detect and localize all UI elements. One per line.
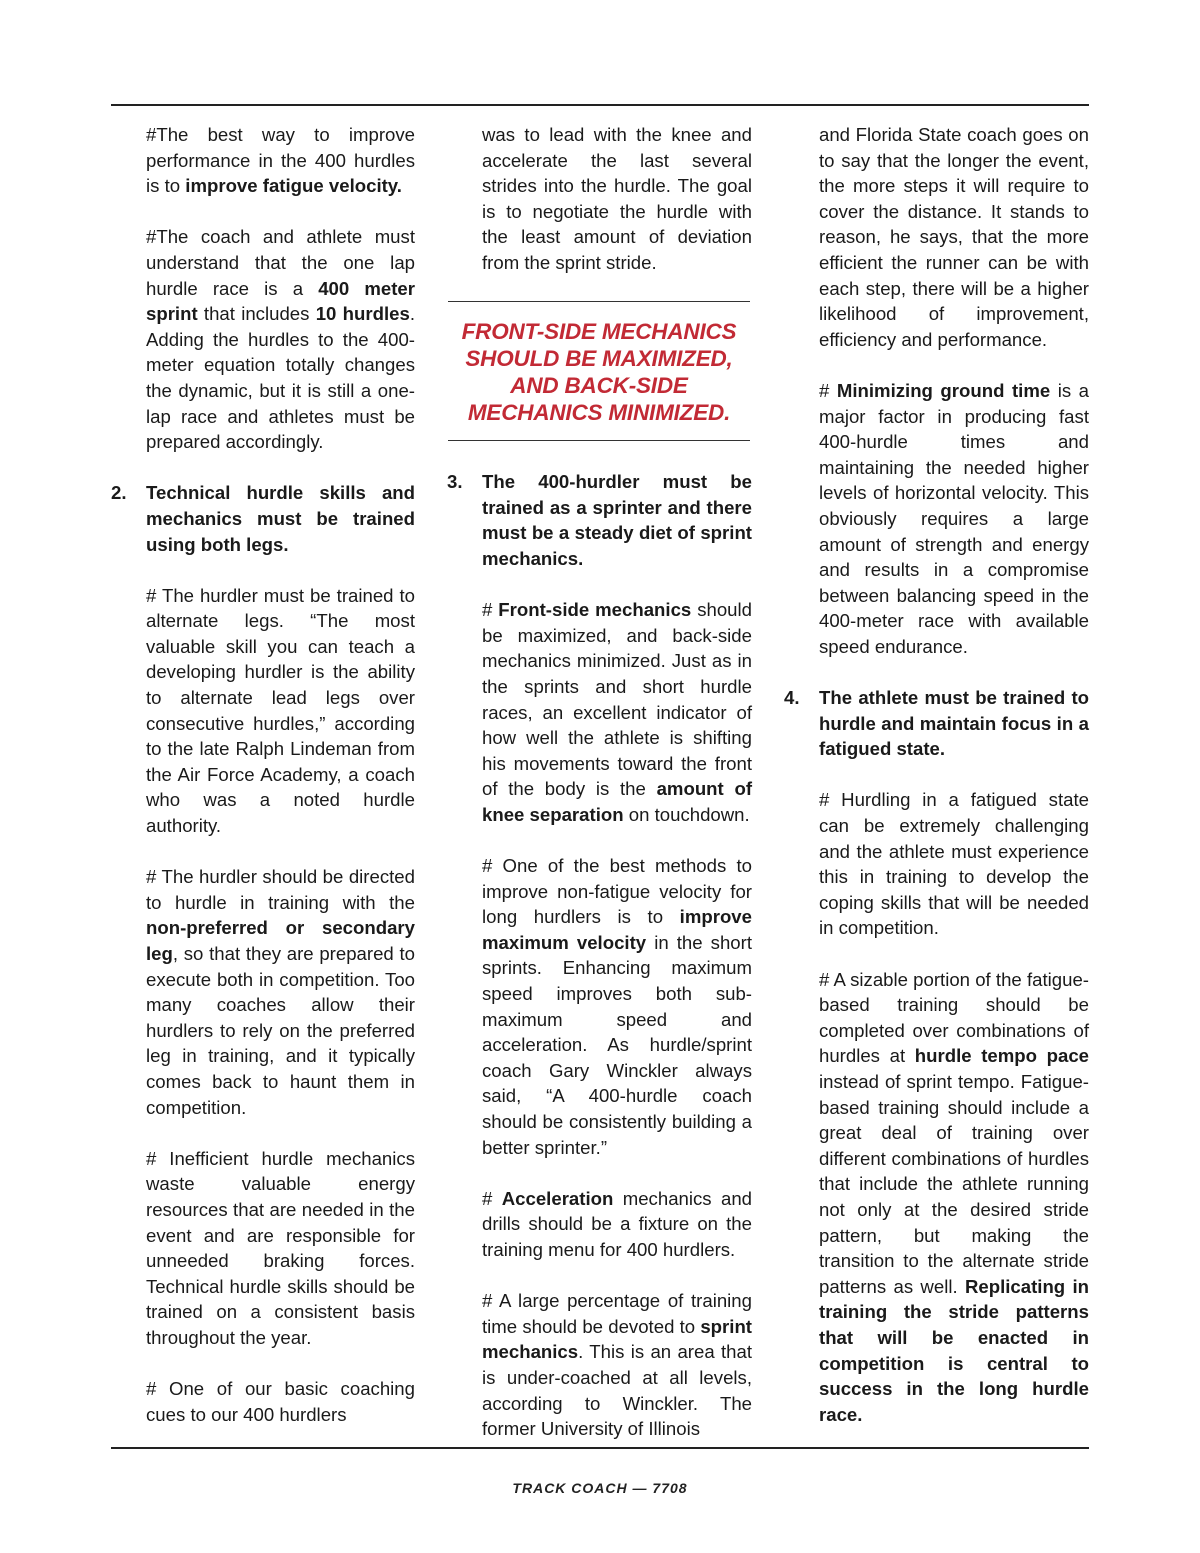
paragraph: was to lead with the knee and accelerate the last several strides into the hurdle. The goal is to negotiate the hurdle with the least amount of deviation from the sprint stride. [482, 124, 752, 273]
bottom-rule [111, 1447, 1089, 1449]
page-footer: TRACK COACH — 7708 [512, 1480, 688, 1496]
top-rule [111, 104, 1089, 106]
column-1 [111, 122, 416, 1427]
paragraph: # Minimizing ground time is a major factor in producing fast 400-hurdle times and maintaining the needed higher levels of horizontal velocity. This obviously requires a large amount of strength and energy and results in a compromise between balancing speed in the 400-meter race with available speed endurance. [819, 379, 1089, 657]
paragraph: # One of our basic coaching cues to our 400 hurdlers [146, 1378, 415, 1425]
section-heading-4: 4. The athlete must be trained to hurdle and maintain focus in a fatigued state. [784, 687, 1089, 760]
paragraph: # Front-side mechanics should be maximized, and back-side mechanics minimized. Just as in the sprints and short hurdle races, an excellent indicator of how well the athlete is shifting his movements toward the front of the body is the amount of knee separation on touchdown. [482, 599, 753, 825]
paragraph: # The hurdler should be directed to hurdle in training with the non-preferred or secondary leg, so that they are prepared to execute both in competition. Too many coaches allow their hurdlers to rely on the preferred leg in training, and it typically comes back to haunt them in competition. [146, 866, 415, 1118]
paragraph: # Acceleration mechanics and drills should be a fixture on the training menu for 400 hurdlers. [482, 1187, 752, 1260]
section-heading-2: 2. Technical hurdle skills and mechanics must be trained using both legs. [111, 482, 415, 555]
paragraph: #The best way to improve performance in the 400 hurdles is to improve fatigue velocity. [146, 124, 415, 197]
paragraph: # One of the best methods to improve non-fatigue velocity for long hurdlers is to improve maximum velocity in the short sprints. Enhancing maximum speed improves both sub-maximum speed and acceleration. As hurdle/sprint coach Gary Winckler always said, “A 400-hurdle coach should be consistently building a better sprinter.” [482, 855, 752, 1158]
paragraph: and Florida State coach goes on to say that the longer the event, the more steps it will require to cover the distance. It stands to reason, he says, that the more efficient the runner can be with each step, there will be a higher likelihood of improvement, efficiency and performance. [819, 124, 1089, 350]
paragraph: # Hurdling in a fatigued state can be extremely challenging and the athlete must experience this in training to develop the coping skills that will be needed in competition. [819, 789, 1089, 939]
paragraph: # A large percentage of training time should be devoted to sprint mechanics. This is an area that is under-coached at all levels, according to Winckler. The former University of Illinois [482, 1290, 752, 1440]
paragraph: #The coach and athlete must understand that the one lap hurdle race is a 400 meter sprint that includes 10 hurdles. Adding the hurdles to the 400-meter equation totally changes the dynamic, but it is still a one-lap race and athletes must be prepared accordingly. [146, 226, 416, 453]
paragraph: # The hurdler must be trained to alternate legs. “The most valuable skill you can teach a developing hurdler is the ability to alternate lead legs over consecutive hurdles,” according to the late Ralph Lindeman from the Air Force Academy, a coach who was a noted hurdle authority. [146, 584, 415, 837]
column-3 [784, 122, 1090, 1427]
paragraph: # A sizable portion of the fatigue-based training should be completed over combinations of hurdles at hurdle tempo pace instead of sprint tempo. Fatigue-based training should include a great deal of training over different combinations of hurdles that include the athlete running not only at the desired stride pattern, but making the transition to the alternate stride patterns as well. Replicating in training the stride patterns that will be enacted in competition is central to success in the long hurdle race. [819, 968, 1090, 1425]
pull-quote: FRONT-SIDE MECHANICS SHOULD BE MAXIMIZED, AND BACK-SIDE MECHANICS MINIMIZED. [448, 301, 750, 441]
paragraph: # Inefficient hurdle mechanics waste valuable energy resources that are needed in the event and are responsible for unneeded braking forces. Technical hurdle skills should be trained on a consistent basis throughout the year. [146, 1147, 415, 1348]
column-2 [447, 122, 753, 1442]
section-heading-3: 3. The 400-hurdler must be trained as a sprinter and there must be a steady diet of sprint mechanics. [447, 471, 752, 569]
